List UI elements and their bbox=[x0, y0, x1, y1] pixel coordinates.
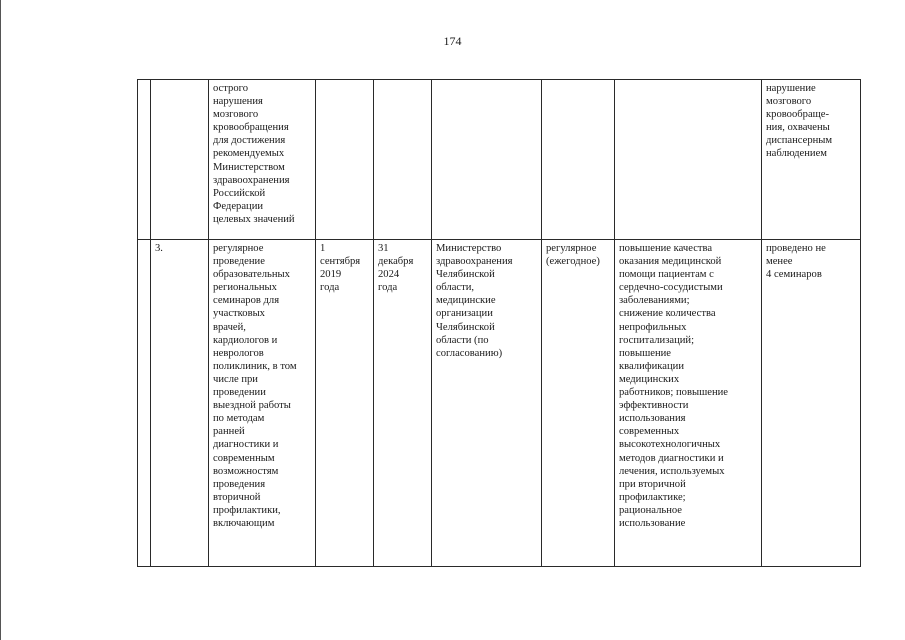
periodicity-cell bbox=[542, 80, 615, 240]
event-cell: регулярное проведение образовательных региональных семинаров для участковых врачей, кардиологов и неврологов поликлиник, в том числе при проведении выездной работы по методам ранней диагностики и современным возможностям проведения вторичной профилактики, включающим bbox=[209, 240, 316, 567]
periodicity-cell: регулярное (ежегодное) bbox=[542, 240, 615, 567]
blank-cell bbox=[138, 240, 151, 567]
table-row bbox=[138, 240, 861, 567]
executor-cell: Министерство здравоохранения Челябинской области, медицинские организации Челябинской области (по согласованию) bbox=[432, 240, 542, 567]
executor-cell bbox=[432, 80, 542, 240]
event-cell: острого нарушения мозгового кровообращения для достижения рекомендуемых Министерством здравоохранения Российской Федерации целевых значений bbox=[209, 80, 316, 240]
blank-cell bbox=[138, 80, 151, 240]
indicator-cell: нарушение мозгового кровообраще- ния, охвачены диспансерным наблюдением bbox=[762, 80, 861, 240]
indicator-cell: проведено не менее 4 семинаров bbox=[762, 240, 861, 567]
effect-cell: повышение качества оказания медицинской помощи пациентам с сердечно-сосудистыми заболеваниями; снижение количества непрофильных госпитализаций; повышение квалификации медицинских работников; повышение эффективности использования современных высокотехнологичных методов диагностики и лечения, используемых при вторичной профилактике; рациональное использование bbox=[615, 240, 762, 567]
end-date-cell bbox=[374, 80, 432, 240]
action-plan-table bbox=[137, 79, 861, 567]
start-date-cell bbox=[316, 80, 374, 240]
table-row bbox=[138, 80, 861, 240]
page-left-edge bbox=[0, 0, 1, 640]
row-number-cell: 3. bbox=[151, 240, 209, 567]
start-date-cell: 1 сентября 2019 года bbox=[316, 240, 374, 567]
end-date-cell: 31 декабря 2024 года bbox=[374, 240, 432, 567]
row-number-cell bbox=[151, 80, 209, 240]
page-number: 174 bbox=[443, 34, 462, 48]
effect-cell bbox=[615, 80, 762, 240]
